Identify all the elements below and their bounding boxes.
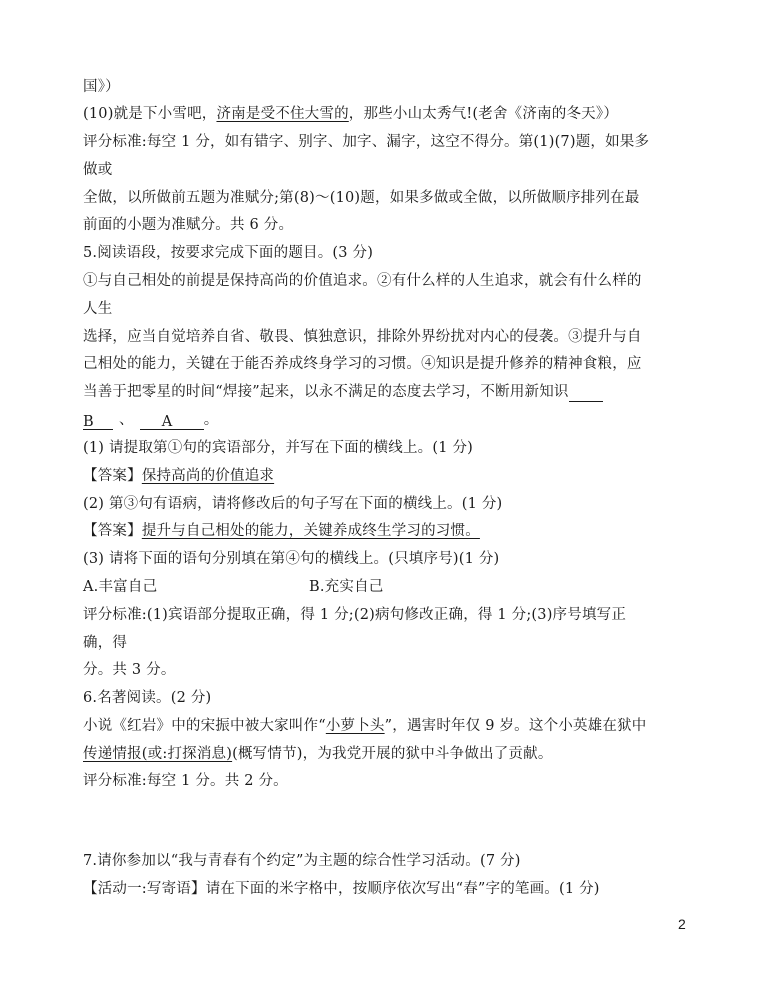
text-line: 己相处的能力，关键在于能否养成终身学习的习惯。④知识是提升修养的精神食粮，应 [83, 356, 642, 372]
text-line: (1) 请提取第①句的宾语部分，并写在下面的横线上。(1 分) [83, 440, 473, 456]
answer-line: 【答案】保持高尚的价值追求 [83, 468, 275, 484]
options-line [83, 577, 710, 597]
text-line: (2) 第③句有语病，请将修改后的句子写在下面的横线上。(1 分) [83, 496, 503, 512]
question-heading: 7.请你参加以“我与青春有个约定”为主题的综合性学习活动。(7 分) [83, 853, 521, 869]
question-heading: 6.名著阅读。(2 分) [83, 690, 212, 706]
text-line: 做或 [83, 162, 113, 178]
text-line: (10)就是下小雪吧，济南是受不住大雪的，那些小山太秀气!(老舍《济南的冬天》） [83, 106, 619, 122]
text-line: 国》） [83, 79, 120, 95]
text-line: B 、 A 。 [83, 412, 219, 430]
text-line: 当善于把零星的时间“焊接”起来，以永不满足的态度去学习，不断用新知识 [83, 382, 710, 402]
answer-underlined: 小萝卜头 [325, 718, 385, 734]
fill-blank-b: B [83, 412, 113, 430]
text-line: ①与自己相处的前提是保持高尚的价值追求。②有什么样的人生追求，就会有什么样的 [83, 273, 642, 289]
answer-line: 【答案】提升与自己相处的能力，关键养成终生学习的习惯。 [83, 523, 480, 539]
text-line: 评分标准:每空 1 分，如有错字、别字、加字、漏字，这空不得分。第(1)(7)题，如果多 [83, 134, 650, 150]
text-line: 评分标准:(1)宾语部分提取正确，得 1 分;(2)病句修改正确，得 1 分;(3)序号填写正 [83, 607, 627, 623]
text-line: (3) 请将下面的语句分别填在第④句的横线上。(只填序号)(1 分) [83, 551, 500, 567]
text-line: 传递情报(或:打探消息)(概写情节)，为我党开展的狱中斗争做出了贡献。 [83, 746, 553, 762]
answer-underlined: 济南是受不住大雪的 [216, 106, 349, 122]
answer-underlined: 提升与自己相处的能力，关键养成终生学习的习惯。 [141, 523, 480, 539]
fill-blank-a: A [140, 412, 204, 430]
fill-blank [569, 384, 603, 402]
text-line: 分。共 3 分。 [83, 662, 176, 678]
text-line: 确，得 [83, 635, 128, 651]
text-line: 评分标准:每空 1 分。共 2 分。 [83, 773, 288, 789]
text-line: 前面的小题为准赋分。共 6 分。 [83, 217, 294, 233]
text-line: 选择，应当自觉培养自省、敬畏、慎独意识，排除外界纷扰对内心的侵袭。③提升与自 [83, 329, 642, 345]
answer-underlined: 保持高尚的价值追求 [141, 468, 275, 484]
option-a: A.丰富自己 [83, 579, 158, 595]
activity-label: 【活动一:写寄语】 [83, 881, 206, 897]
page-number: 2 [678, 916, 686, 932]
question-heading: 5.阅读语段，按要求完成下面的题目。(3 分) [83, 245, 374, 261]
text-line: 小说《红岩》中的宋振中被大家叫作“小萝卜头”，遇害时年仅 9 岁。这个小英雄在狱中 [83, 718, 647, 734]
option-b: B.充实自己 [309, 579, 384, 595]
text-line: 全做，以所做前五题为准赋分;第(8)～(10)题，如果多做或全做，以所做顺序排列在最 [83, 190, 640, 206]
text-line: 人生 [83, 301, 113, 317]
text-line: 【活动一:写寄语】请在下面的米字格中，按顺序依次写出“春”字的笔画。(1 分) [83, 881, 600, 897]
answer-underlined: 传递情报(或:打探消息) [83, 746, 233, 762]
